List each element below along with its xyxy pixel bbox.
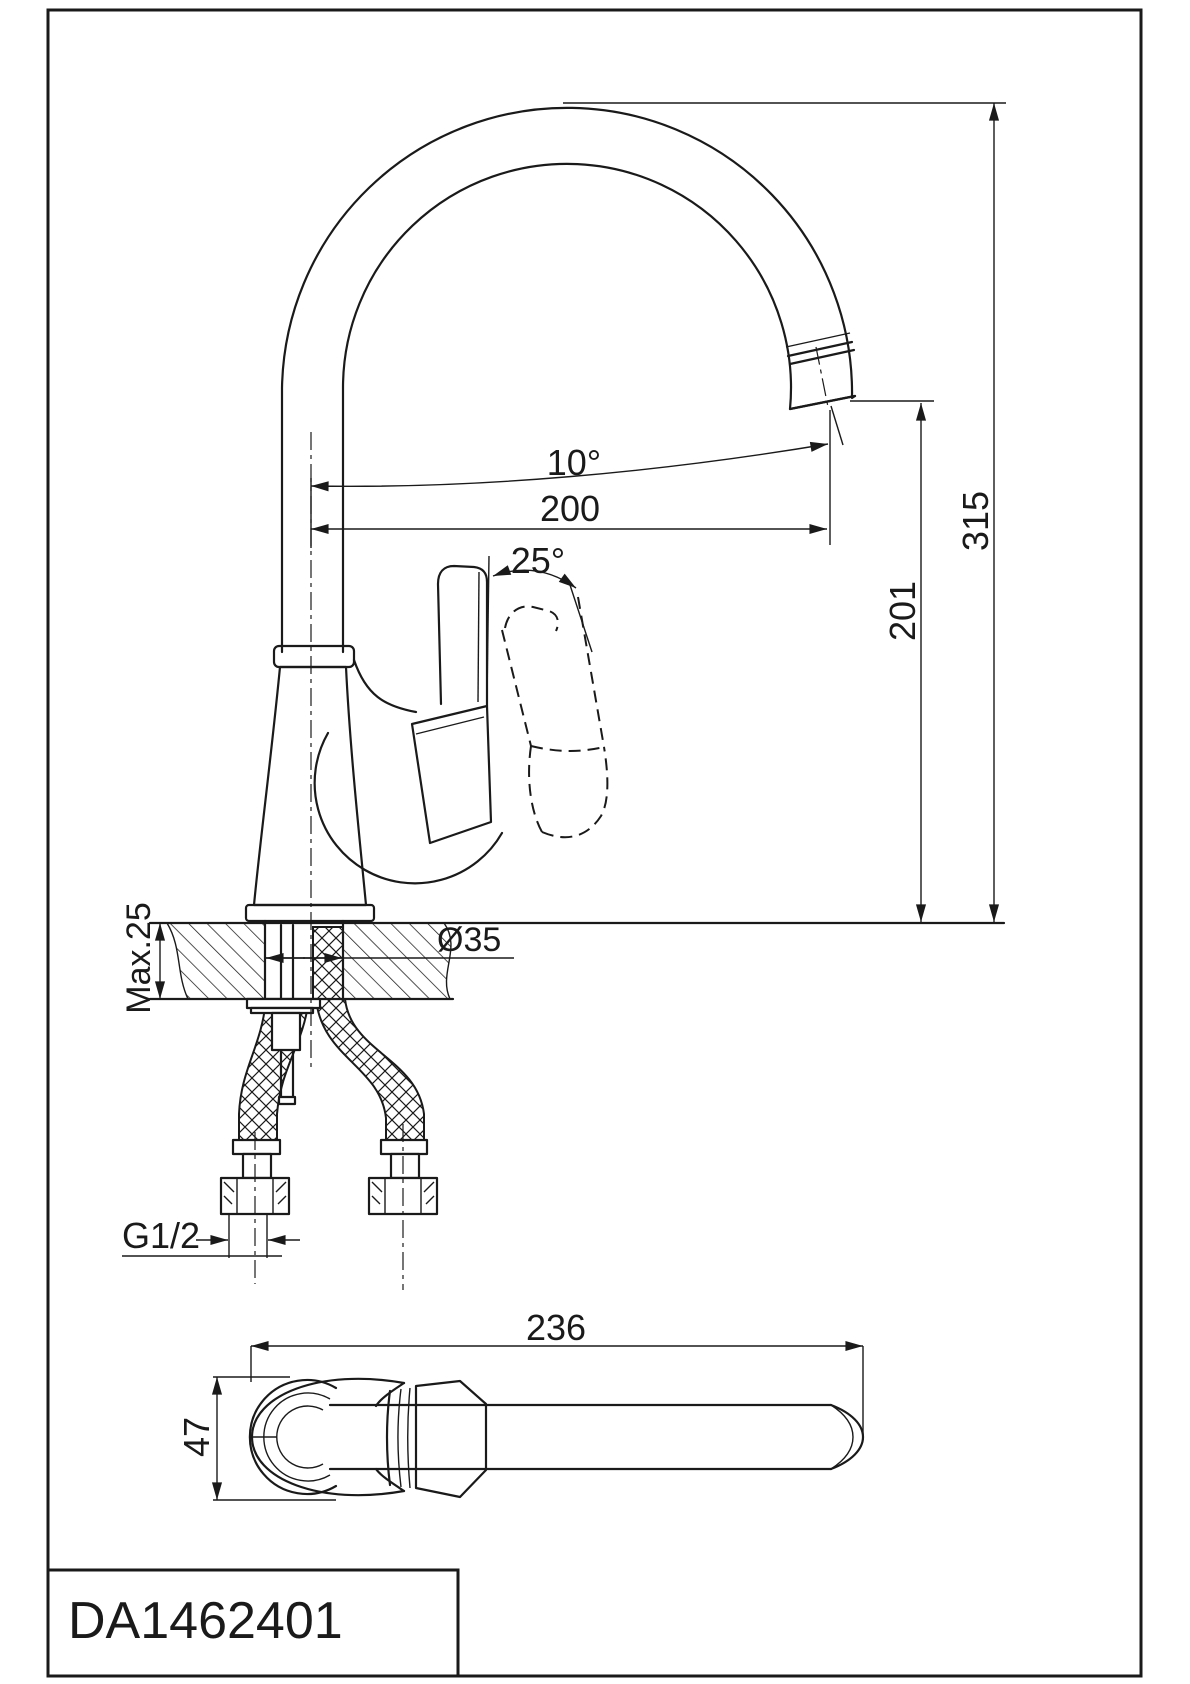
dim-top-width-label: 47 bbox=[176, 1416, 217, 1458]
side-view bbox=[150, 108, 1004, 1290]
top-view-handle bbox=[250, 1379, 404, 1495]
hose-end-right bbox=[391, 1154, 419, 1178]
stud-end bbox=[279, 1097, 295, 1104]
dim-outlet-height-201 bbox=[850, 401, 934, 922]
title-block bbox=[48, 1570, 458, 1676]
dim-thread-g12 bbox=[122, 1214, 300, 1258]
faucet-spout bbox=[282, 108, 855, 652]
spout-outlet-face bbox=[790, 396, 855, 409]
hose-in-hole bbox=[313, 927, 343, 999]
top-view-spout-bar bbox=[330, 1405, 863, 1469]
hose-right bbox=[316, 999, 424, 1140]
dim-handle-angle-label: 25° bbox=[510, 540, 566, 581]
dim-overall-height-315 bbox=[563, 103, 1006, 922]
top-view bbox=[176, 1307, 863, 1500]
dim-spout-reach-200 bbox=[311, 488, 827, 529]
model-number: DA1462401 bbox=[68, 1592, 343, 1650]
dim-hole-diameter-label: Ø35 bbox=[437, 921, 502, 959]
body-cone bbox=[254, 667, 366, 905]
base-flange bbox=[246, 905, 374, 921]
dim-outlet-height-label: 201 bbox=[882, 580, 923, 642]
dim-deck-thickness-max25 bbox=[120, 902, 160, 1014]
aerator-band bbox=[788, 342, 854, 364]
supply-hoses bbox=[221, 999, 437, 1214]
dim-handle-angle-25 bbox=[487, 540, 592, 700]
dim-spout-angle-label: 10° bbox=[546, 442, 602, 483]
dim-top-length-label: 236 bbox=[525, 1307, 587, 1348]
countertop-section bbox=[150, 921, 1004, 999]
dim-thread-label: G1/2 bbox=[122, 1215, 201, 1256]
top-view-cartridge bbox=[387, 1388, 410, 1488]
body-neck bbox=[354, 660, 416, 712]
ferrule-left bbox=[233, 1140, 280, 1154]
ferrule-right bbox=[381, 1140, 427, 1154]
ball-joint bbox=[315, 733, 502, 883]
handle-skirt bbox=[412, 706, 491, 843]
dim-overall-height-label: 315 bbox=[955, 490, 996, 552]
handle-solid bbox=[412, 566, 491, 843]
dim-top-length-236 bbox=[251, 1307, 863, 1440]
mounting-nut bbox=[272, 1013, 300, 1050]
centerlines bbox=[255, 432, 403, 1290]
hose-end-left bbox=[243, 1154, 271, 1178]
handle-dashed bbox=[502, 597, 607, 837]
horseshoe-plate bbox=[247, 999, 320, 1008]
top-view-hex-nut bbox=[416, 1381, 486, 1497]
dim-deck-thickness-label: Max.25 bbox=[120, 902, 158, 1014]
dim-spout-reach-label: 200 bbox=[539, 488, 601, 529]
faucet-body bbox=[246, 646, 502, 921]
